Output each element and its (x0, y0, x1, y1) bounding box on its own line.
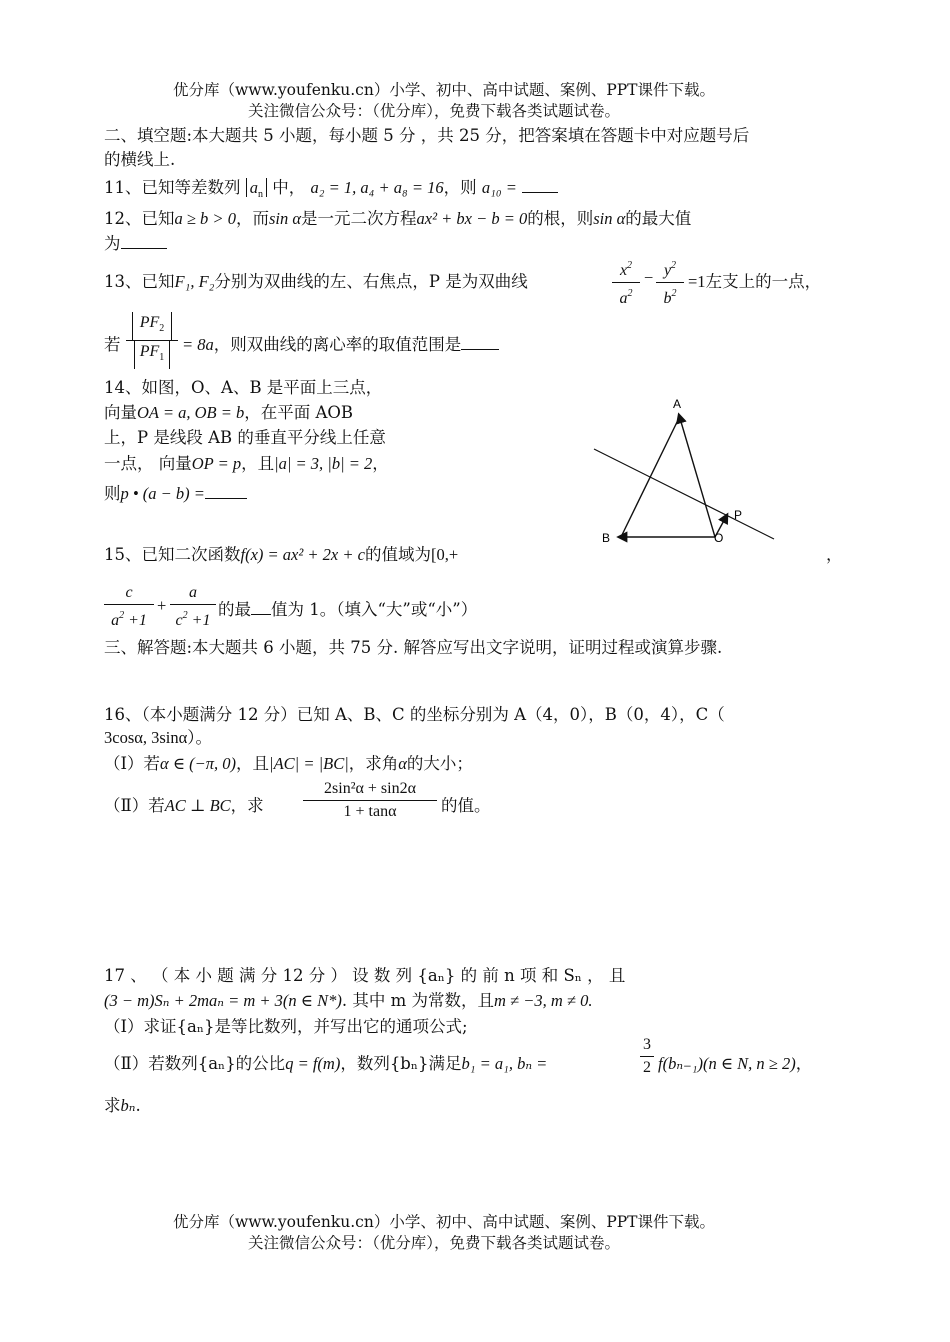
q14-text-c: 一点， 向量 (104, 454, 192, 473)
q16-p1-alpha: α (398, 754, 407, 773)
q12-prefix: 12、已知 (104, 209, 175, 228)
q13-eq-rhs: =1 (688, 272, 706, 291)
section3-title: 三、解答题:本大题共 6 小题，共 75 分. 解答应写出文字说明，证明过程或演算步骤. (104, 638, 723, 657)
footer-line-1: 优分库（www.youfenku.cn）小学、初中、高中试题、案例、PPT课件下载。 (173, 1213, 716, 1231)
label-o: O (714, 531, 724, 545)
q17-equation: (3 − m)Sₙ + 2maₙ = m + 3(n ∈ N*) (104, 991, 342, 1010)
q15-plus: + (157, 596, 167, 615)
q17-p2-e: ， (795, 1054, 813, 1073)
q12-condition: a ≥ b > 0 (174, 209, 236, 228)
q16-p1-range: α ∈ (−π, 0) (160, 754, 237, 773)
q17-line-1: 17 、 （ 本 小 题 满 分 12 分 ） 设 数 列 {aₙ} 的 前 n 项 和 Sₙ ， 且 (104, 966, 626, 985)
q16-line-2 (104, 724, 212, 748)
q14-text-b: ，在平面 AOB (244, 403, 354, 422)
vector-oa (679, 415, 715, 537)
q15-tail (218, 596, 477, 620)
header-line-2: 关注微信公众号：（优分库），免费下载各类试题试卷。 (248, 102, 621, 120)
q15-text-1: 的值域为 (364, 545, 431, 564)
q15-frac-2: a $c^2 +1$ (170, 582, 216, 632)
question-12 (104, 205, 691, 229)
q12-equation: ax² + bx − b = 0 (416, 209, 528, 228)
q17-p2-recursion: f(bₙ₋₁)(n ∈ N, n ≥ 2) (658, 1054, 796, 1073)
q11-answer-blank[interactable] (522, 178, 558, 193)
q11-then: ，则 (443, 178, 477, 197)
q14-line-5 (104, 480, 247, 504)
q13-foci: F₁, F₂ (174, 272, 215, 291)
q15-range: [0,+ (430, 545, 459, 564)
segment-ab (621, 418, 679, 537)
q17-p2-b1: b₁ = a₁, bₙ = (461, 1054, 548, 1073)
q16-p1-f: 的大小； (406, 754, 473, 773)
header-line-1: 优分库（www.youfenku.cn）小学、初中、高中试题、案例、PPT课件下载。 (173, 81, 716, 99)
q17-last-text: 求 (104, 1096, 121, 1115)
q13-frac-x: $x^2$ $a^2$ (612, 255, 640, 310)
q16-frac-num: 2sin²α + sin2α (324, 780, 416, 797)
q14-line-4 (104, 450, 389, 474)
q11-sequence: $a_n$ (246, 178, 267, 197)
q13-frac-y: $y^2$ $b^2$ (656, 255, 684, 310)
q16-line-1: 16、（本小题满分 12 分）已知 A、B、C 的坐标分别为 A（4，0），B（0，4），C（ (104, 705, 725, 724)
q14-vectors: OA = a, OB = b (137, 403, 245, 422)
q14-figure (590, 392, 780, 554)
q16-frac-den: 1 + tanα (343, 803, 397, 820)
q17-p2-q: q = f(m) (285, 1054, 341, 1073)
q11-condition: a₂ = 1, a₄ + a₈ = 16 (310, 178, 444, 197)
q16-p1-b: ，且 (236, 754, 270, 773)
q16-part-2 (104, 792, 264, 816)
q15-prefix: 15、已知二次函数 (104, 545, 241, 564)
q16-p2-c: 的值。 (441, 796, 491, 815)
question-11 (104, 174, 558, 200)
q14-expression: p • (a − b) = (120, 484, 205, 503)
q15-text-2: 的最 (218, 600, 251, 619)
q14-line-3: 上，P 是线段 AB 的垂直平分线上任意 (104, 428, 386, 447)
q14-text-f: 则 (104, 484, 121, 503)
q14-line-2 (104, 399, 353, 423)
q11-mid: 中， (272, 178, 306, 197)
q16-point-c: 3cosα, 3sinα (104, 728, 188, 747)
question-12-line2 (104, 230, 167, 254)
q15-text-3: 值为 1。（填入“大”或“小”） (271, 600, 478, 619)
q15-function: f(x) = ax² + 2x + c (240, 545, 365, 564)
q17-p2-b: ，数列{bₙ}满足 (340, 1054, 462, 1073)
q13-text-1: 分别为双曲线的左、右焦点，P 是为双曲线 (214, 272, 528, 291)
q13-eq-tail (688, 268, 821, 292)
q16-text-end: ）。 (187, 728, 213, 747)
q15-frac-1: c $a^2 +1$ (104, 582, 154, 632)
q16-p2-a: （Ⅱ）若 (104, 796, 165, 815)
q14-text-e: ， (372, 454, 389, 473)
q17-line-2 (104, 987, 592, 1011)
q17-text: . 其中 m 为常数，且 (341, 991, 494, 1010)
q14-op: OP = p (191, 454, 242, 473)
q11-ask: a₁₀ = (481, 178, 517, 197)
q17-frac-den: 2 (643, 1059, 651, 1076)
label-b: B (602, 531, 611, 545)
q14-line-1: 14、如图，O、A、B 是平面上三点， (104, 378, 383, 397)
q13-ratio: $PF_2$ $PF_1$ (126, 312, 178, 369)
q17-frac-num: 3 (643, 1036, 651, 1053)
q17-last-end: . (135, 1096, 141, 1115)
q17-part-1: （Ⅰ）求证{aₙ}是等比数列，并写出它的通项公式; (104, 1017, 468, 1036)
q16-p1-a: （Ⅰ）若 (104, 754, 161, 773)
q12-text-3: 的根，则 (527, 209, 594, 228)
section2-title: 二、填空题:本大题共 5 小题，每小题 5 分 ，共 25 分，把答案填在答题卡中对应题号后 (104, 126, 750, 145)
q17-part-2-tail (658, 1050, 812, 1074)
q16-p2-perp: AC ⊥ BC (164, 796, 231, 815)
q12-text-4: 的最大值 (625, 209, 692, 228)
question-13 (104, 268, 528, 292)
section2-title-cont: 的横线上. (104, 150, 176, 169)
q14-text-d: ，且 (241, 454, 275, 473)
q17-part-2 (104, 1050, 547, 1074)
q14-answer-blank[interactable] (205, 484, 247, 499)
q12-text-1: ，而 (235, 209, 269, 228)
q13-answer-blank[interactable] (461, 335, 499, 350)
q13-if: 若 (104, 335, 121, 354)
q13-tail (182, 331, 499, 355)
q16-p2-b: ，求 (230, 796, 264, 815)
perpendicular-bisector-line (594, 449, 774, 539)
q15-answer-blank[interactable] (251, 600, 271, 615)
label-p: P (734, 508, 743, 522)
label-a: A (673, 397, 682, 411)
q13-prefix: 13、已知 (104, 272, 175, 291)
q12-text-2: 是一元二次方程 (301, 209, 417, 228)
q14-text-a: 向量 (104, 403, 137, 422)
q17-bn: bₙ (120, 1096, 136, 1115)
q17-condition: m ≠ −3, m ≠ 0. (494, 991, 593, 1010)
q17-p2-a: （Ⅱ）若数列{aₙ}的公比 (104, 1054, 286, 1073)
q12-sin-2: sin α (593, 209, 626, 228)
q15-comma: ， (826, 545, 843, 564)
q13-text-2: 左支上的一点， (705, 272, 822, 291)
q17-last-line (104, 1092, 141, 1116)
q14-norms: |a| = 3, |b| = 2 (274, 454, 373, 473)
q17-frac (640, 1034, 654, 1079)
question-15 (104, 541, 458, 565)
q12-answer-blank[interactable] (121, 234, 167, 249)
footer-line-2: 关注微信公众号：（优分库），免费下载各类试题试卷。 (248, 1234, 621, 1252)
q13-rhs: = 8a (182, 335, 214, 354)
q16-frac (303, 778, 437, 823)
q16-part-1 (104, 750, 473, 774)
q16-p1-d: ，求角 (348, 754, 399, 773)
q13-text-3: ，则双曲线的离心率的取值范围是 (213, 335, 462, 354)
q16-p1-cond: |AC| = |BC| (269, 754, 349, 773)
q12-line2: 为 (104, 234, 121, 253)
q12-sin: sin α (268, 209, 301, 228)
q11-prefix: 11、已知等差数列 (104, 178, 241, 197)
